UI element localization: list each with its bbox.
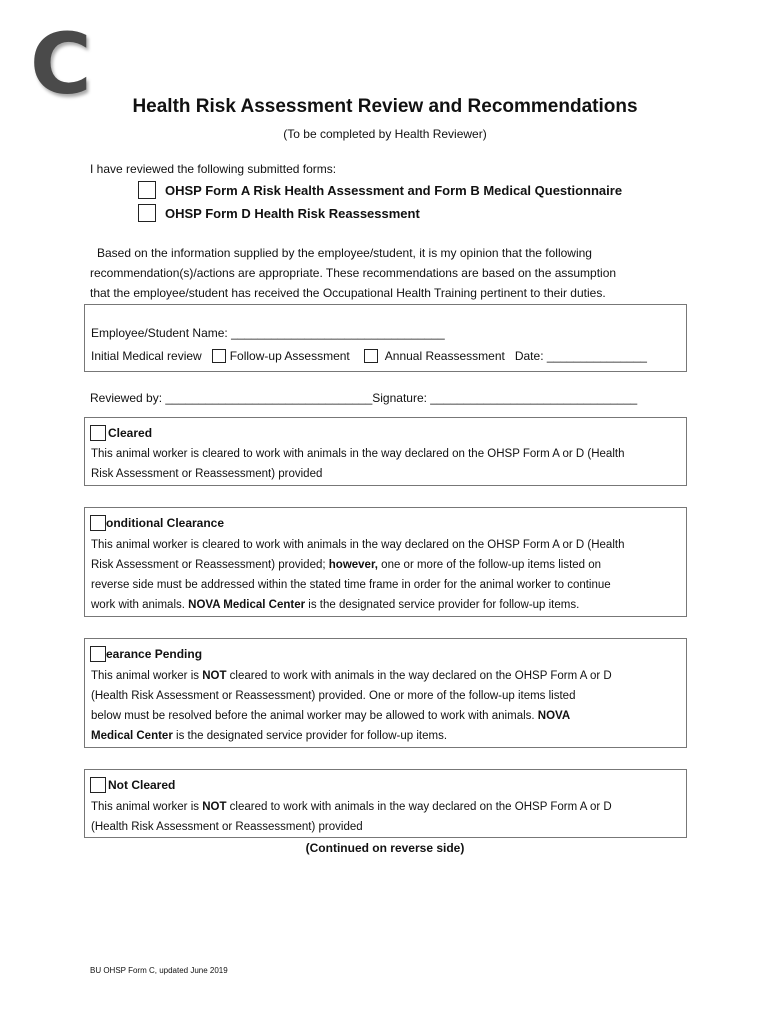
pending-text-line-2: (Health Risk Assessment or Reassessment) provided. One or more of the follow-up items listed xyxy=(91,690,576,702)
opinion-line-3: that the employee/student has received the Occupational Health Training pertinent to their duties. xyxy=(90,286,606,300)
form-d-label: OHSP Form D Health Risk Reassessment xyxy=(165,205,420,221)
conditional-nova: NOVA Medical Center xyxy=(188,599,306,611)
form-ab-option[interactable] xyxy=(138,181,622,199)
cleared-checkbox[interactable] xyxy=(90,425,106,441)
pending-heading: earance Pending xyxy=(106,647,203,661)
cleared-text-line-2: Risk Assessment or Reassessment) provided xyxy=(91,468,323,480)
conditional-text-line-2 xyxy=(91,555,683,575)
employee-name-field[interactable]: Employee/Student Name: ________________________________ xyxy=(91,326,445,340)
pending-checkbox[interactable] xyxy=(90,646,106,662)
page-subtitle: (To be completed by Health Reviewer) xyxy=(283,127,487,141)
opinion-line-2: recommendation(s)/actions are appropriate. These recommendations are based on the assumption xyxy=(90,266,617,280)
not-cleared-section xyxy=(84,769,687,838)
pending-line1-c: cleared to work with animals in the way declared on the OHSP Form A or D xyxy=(226,670,612,682)
not-cleared-checkbox[interactable] xyxy=(90,777,106,793)
conditional-heading: onditional Clearance xyxy=(106,516,225,530)
conditional-however: however, xyxy=(328,559,378,571)
initial-review-label: Initial Medical review xyxy=(91,349,202,363)
not-cleared-line1-a: This animal worker is xyxy=(91,801,203,813)
not-cleared-line1-c: cleared to work with animals in the way declared on the OHSP Form A or D xyxy=(226,801,612,813)
pending-option[interactable] xyxy=(90,646,202,662)
not-cleared-not: NOT xyxy=(202,801,227,813)
conditional-line2-a: Risk Assessment or Reassessment) provided; xyxy=(91,559,329,571)
form-footer: BU OHSP Form C, updated June 2019 xyxy=(90,966,228,975)
conditional-line2-c: one or more of the follow-up items listed on xyxy=(377,559,602,571)
reviewed-intro: I have reviewed the following submitted forms: xyxy=(90,162,337,176)
pending-line1-a: This animal worker is xyxy=(91,670,203,682)
page-title: Health Risk Assessment Review and Recommendations xyxy=(132,96,638,117)
form-ab-checkbox[interactable] xyxy=(138,181,156,199)
employee-info-box xyxy=(84,304,687,372)
not-cleared-heading: Not Cleared xyxy=(108,778,176,792)
clearance-pending-section xyxy=(84,638,687,748)
not-cleared-option[interactable] xyxy=(90,777,175,793)
pending-text-line-4 xyxy=(91,726,665,746)
conditional-line4-a: work with animals. xyxy=(91,599,189,611)
annual-checkbox[interactable] xyxy=(364,349,378,363)
pending-nova: NOVA xyxy=(537,710,571,722)
conditional-text-line-1: This animal worker is cleared to work with animals in the way declared on the OHSP Form A or D (Health xyxy=(91,539,625,551)
date-field[interactable]: Date: _______________ xyxy=(514,349,647,363)
opinion-line-1: Based on the information supplied by the employee/student, it is my opinion that the following xyxy=(97,246,592,260)
cleared-section xyxy=(84,417,687,486)
conditional-clearance-section xyxy=(84,507,687,617)
pending-text-line-1 xyxy=(91,666,665,686)
conditional-text-line-4 xyxy=(91,595,683,615)
form-d-option[interactable] xyxy=(138,204,420,222)
pending-line3-a: below must be resolved before the animal worker may be allowed to work with animals. xyxy=(91,710,538,722)
cleared-heading: Cleared xyxy=(108,426,153,440)
pending-not: NOT xyxy=(202,670,227,682)
not-cleared-text-line-1 xyxy=(91,797,683,817)
pending-text-line-3 xyxy=(91,706,665,726)
conditional-option[interactable] xyxy=(90,515,224,531)
conditional-checkbox[interactable] xyxy=(90,515,106,531)
pending-medical-center: Medical Center xyxy=(91,730,173,742)
form-ab-label: OHSP Form A Risk Health Assessment and Form B Medical Questionnaire xyxy=(165,182,623,198)
review-type-row xyxy=(91,349,647,363)
form-logo-letter: C xyxy=(30,15,92,113)
annual-label: Annual Reassessment xyxy=(384,349,505,363)
not-cleared-text-line-2: (Health Risk Assessment or Reassessment) provided xyxy=(91,821,363,833)
continued-note: (Continued on reverse side) xyxy=(305,841,465,855)
conditional-line4-c: is the designated service provider for follow-up items. xyxy=(305,599,580,611)
form-d-checkbox[interactable] xyxy=(138,204,156,222)
followup-checkbox[interactable] xyxy=(212,349,226,363)
followup-label: Follow-up Assessment xyxy=(229,349,350,363)
pending-line4-b: is the designated service provider for follow-up items. xyxy=(172,730,448,742)
cleared-option[interactable] xyxy=(90,425,152,441)
conditional-text-line-3: reverse side must be addressed within the stated time frame in order for the animal worker to continue xyxy=(91,579,611,591)
reviewed-by-signature-line[interactable]: Reviewed by: _______________________________Signature: _______________________________ xyxy=(90,391,638,405)
cleared-text-line-1: This animal worker is cleared to work with animals in the way declared on the OHSP Form A or D (Health xyxy=(91,448,625,460)
